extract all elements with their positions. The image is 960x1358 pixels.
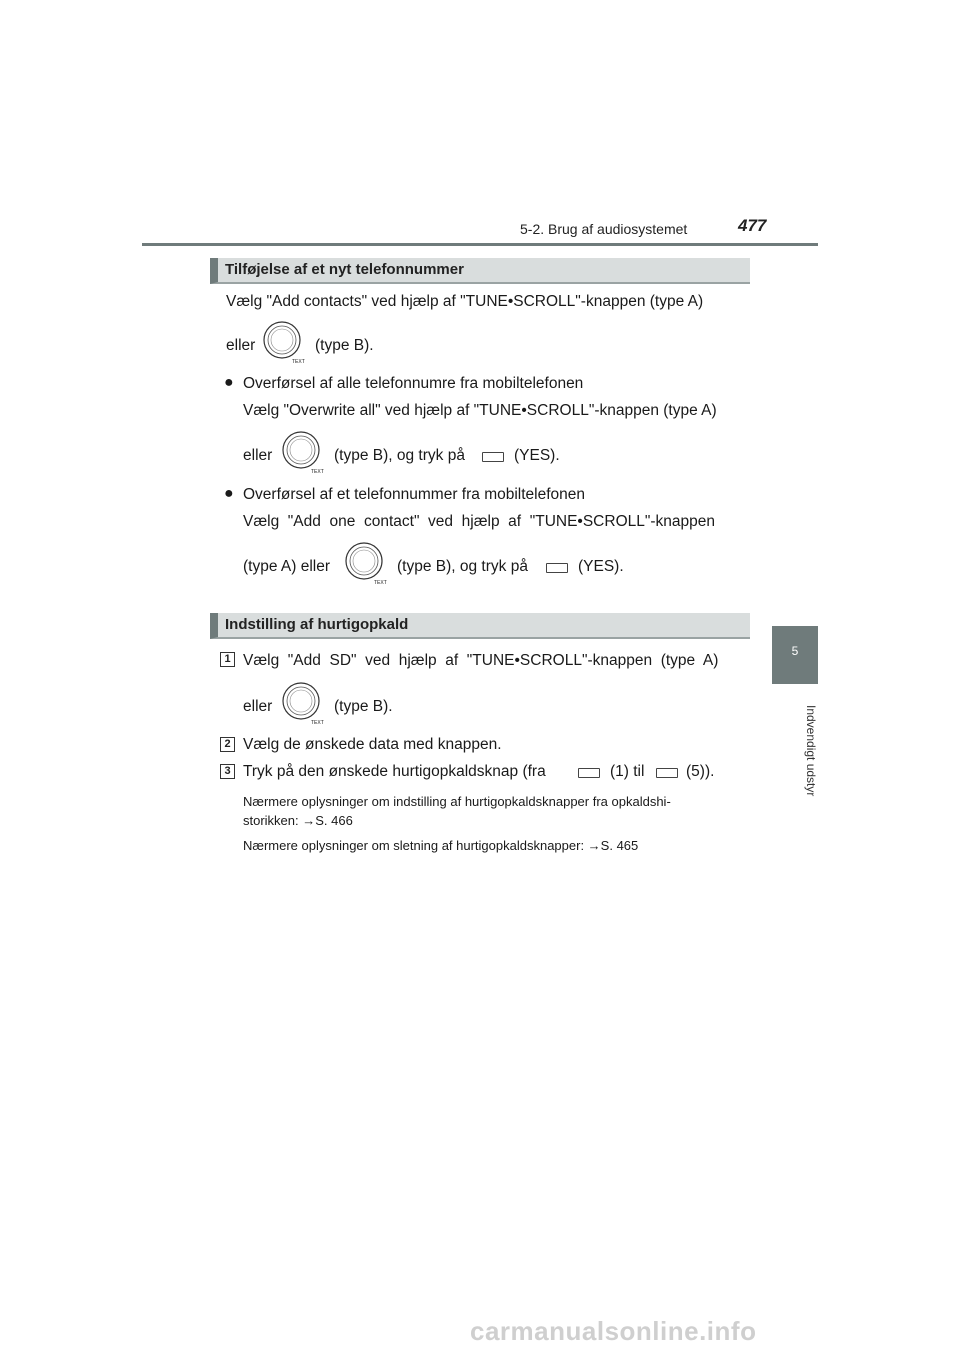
svg-text:TEXT: TEXT: [292, 359, 305, 364]
step-number-3: 3: [220, 764, 235, 779]
bullet-icon: ●: [224, 374, 234, 391]
step2-line1: Vælg de ønskede data med knappen.: [243, 736, 502, 753]
tune-scroll-knob-icon: [281, 681, 325, 725]
intro-line-2a: eller: [226, 337, 256, 354]
bullet1-line1: Vælg "Overwrite all" ved hjælp af "TUNE•SCROLL"-knappen (type A): [243, 402, 717, 419]
tune-scroll-knob-icon: [281, 430, 325, 474]
bullet2-line2b: (type B), og tryk på: [397, 558, 528, 575]
chapter-tab: [772, 626, 818, 684]
bullet1-title: Overførsel af alle telefonnumre fra mobiltelefonen: [243, 375, 584, 392]
bullet1-line2c: (YES).: [514, 447, 560, 464]
intro-line-1: Vælg "Add contacts" ved hjælp af "TUNE•SCROLL"-knappen (type A): [226, 293, 704, 310]
step1-line2b: (type B).: [334, 698, 393, 715]
chapter-number: 5: [791, 644, 799, 658]
bullet2-line2a: (type A) eller: [243, 558, 331, 575]
bullet2-line1: Vælg "Add one contact" ved hjælp af "TUNE•SCROLL"-knappen: [243, 513, 716, 530]
bullet-icon: ●: [224, 485, 234, 502]
svg-text:TEXT: TEXT: [311, 720, 324, 725]
bullet2-title: Overførsel af et telefonnummer fra mobiltelefonen: [243, 486, 586, 503]
step1-line2a: eller: [243, 698, 273, 715]
note1-line2: storikken: →S. 466: [243, 813, 353, 828]
chapter-label: Indvendigt udstyr: [804, 705, 818, 797]
step-number-2: 2: [220, 737, 235, 752]
page-number: 477: [738, 216, 767, 235]
bullet1-line2b: (type B), og tryk på: [334, 447, 465, 464]
step1-line1: Vælg "Add SD" ved hjælp af "TUNE•SCROLL"-knappen (type A): [243, 652, 719, 669]
section-heading-new-number: Tilføjelse af et nyt telefonnummer: [210, 258, 750, 284]
watermark: carmanualsonline.info: [470, 1316, 757, 1346]
preset-button-icon: [656, 768, 678, 778]
header-rule: [142, 243, 818, 246]
section-heading-speed-dial: Indstilling af hurtigopkald: [210, 613, 750, 639]
tune-scroll-knob-icon: [262, 320, 306, 364]
step3-line1b: (1) til: [610, 763, 645, 780]
preset-button-icon: [482, 452, 504, 462]
tune-scroll-knob-icon: [344, 541, 388, 585]
preset-button-icon: [546, 563, 568, 573]
bullet1-line2a: eller: [243, 447, 273, 464]
svg-text:TEXT: TEXT: [311, 469, 324, 474]
step-number-1: 1: [220, 652, 235, 667]
step3-line1c: (5)).: [686, 763, 715, 780]
intro-line-2b: (type B).: [315, 337, 374, 354]
note2: Nærmere oplysninger om sletning af hurtigopkaldsknapper: →S. 465: [243, 838, 639, 853]
preset-button-icon: [578, 768, 600, 778]
note1-line1: Nærmere oplysninger om indstilling af hurtigopkaldsknapper fra opkaldshi-: [243, 794, 671, 809]
bullet2-line2c: (YES).: [578, 558, 624, 575]
running-header-section: 5-2. Brug af audiosystemet: [520, 221, 688, 237]
svg-text:TEXT: TEXT: [374, 580, 387, 585]
step3-line1a: Tryk på den ønskede hurtigopkaldsknap (fra: [243, 763, 546, 780]
